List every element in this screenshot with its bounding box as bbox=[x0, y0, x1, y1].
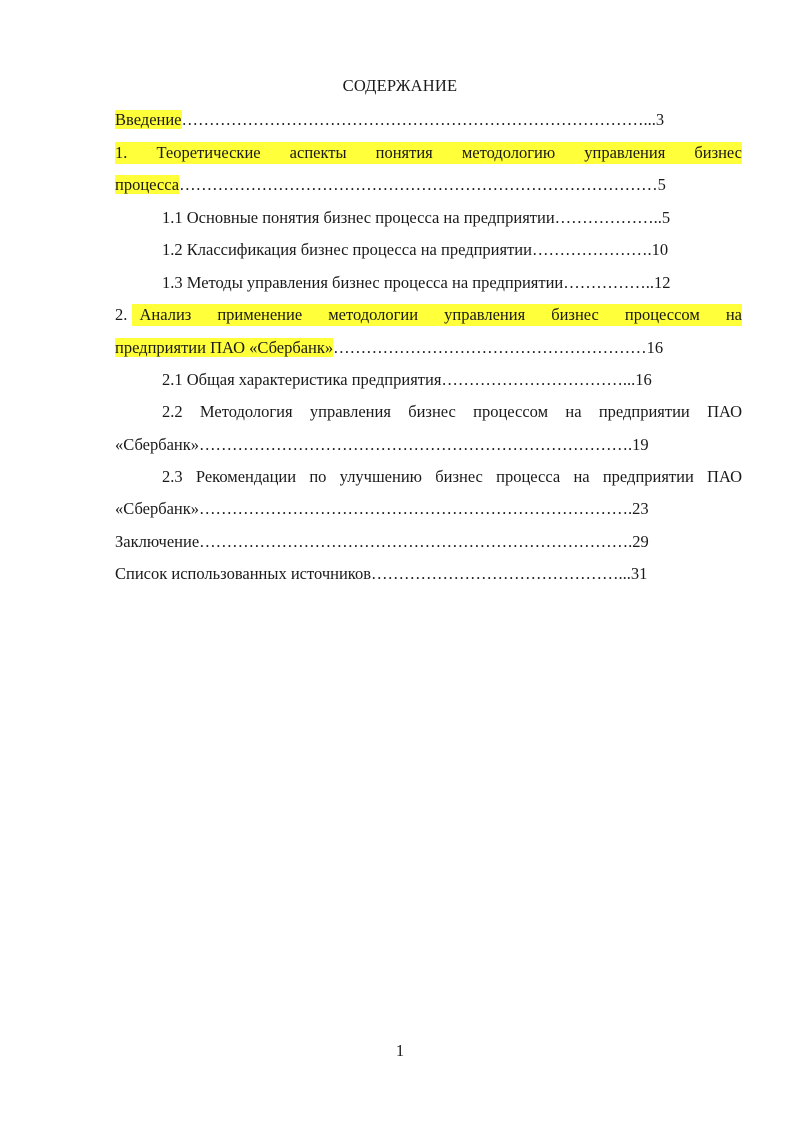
toc-entry-intro-label: Введение bbox=[115, 110, 182, 129]
toc-entry-chapter-2-line-2[interactable] bbox=[115, 337, 742, 359]
toc-entry-2-3-line-2[interactable]: «Сбербанк»…………………………………………………………………….23 bbox=[115, 499, 649, 518]
toc-entry-intro[interactable] bbox=[115, 109, 742, 131]
toc-entry-chapter-2-leader: …………………………………………………16 bbox=[333, 338, 664, 357]
toc-entry-sources[interactable]: Список использованных источников………………………………………...31 bbox=[115, 564, 648, 583]
toc-entry-intro-leader: …………………………………………………………………………...3 bbox=[181, 110, 665, 129]
toc-entry-1-2[interactable]: 1.2 Классификация бизнес процесса на предприятии………………….10 bbox=[162, 240, 669, 259]
toc-entry-1-1[interactable]: 1.1 Основные понятия бизнес процесса на предприятии………………..5 bbox=[162, 208, 671, 227]
toc-entry-2-2-line-1[interactable]: 2.2 Методология управления бизнес процессом на предприятии ПАО bbox=[162, 402, 742, 421]
page-number: 1 bbox=[395, 1041, 405, 1060]
toc-entry-2-2-line-2[interactable]: «Сбербанк»…………………………………………………………………….19 bbox=[115, 435, 649, 454]
toc-entry-chapter-1-line-2[interactable] bbox=[115, 174, 742, 196]
toc-entry-2-1[interactable]: 2.1 Общая характеристика предприятия……………………………...16 bbox=[162, 370, 652, 389]
toc-entry-chapter-2-line-1[interactable] bbox=[115, 304, 742, 326]
toc-entry-chapter-2-number: 2. bbox=[115, 305, 132, 324]
toc-entry-chapter-2-label-cont: предприятии ПАО «Сбербанк» bbox=[115, 338, 334, 357]
toc-entry-chapter-1-leader: ……………………………………………………………………………5 bbox=[179, 175, 666, 194]
toc-entry-chapter-2-label: Анализ применение методологии управления бизнес процессом на bbox=[132, 304, 743, 326]
toc-entry-chapter-1-line-1[interactable]: 1. Теоретические аспекты понятия методологию управления бизнес bbox=[115, 143, 742, 162]
toc-entry-1-3[interactable]: 1.3 Методы управления бизнес процесса на предприятии……………..12 bbox=[162, 273, 671, 292]
toc-entry-conclusion[interactable]: Заключение…………………………………………………………………….29 bbox=[115, 532, 649, 551]
toc-entry-2-3-line-1[interactable]: 2.3 Рекомендации по улучшению бизнес процесса на предприятии ПАО bbox=[162, 467, 742, 486]
toc-title: СОДЕРЖАНИЕ bbox=[342, 76, 458, 95]
toc-entry-chapter-1-label: процесса bbox=[115, 175, 180, 194]
